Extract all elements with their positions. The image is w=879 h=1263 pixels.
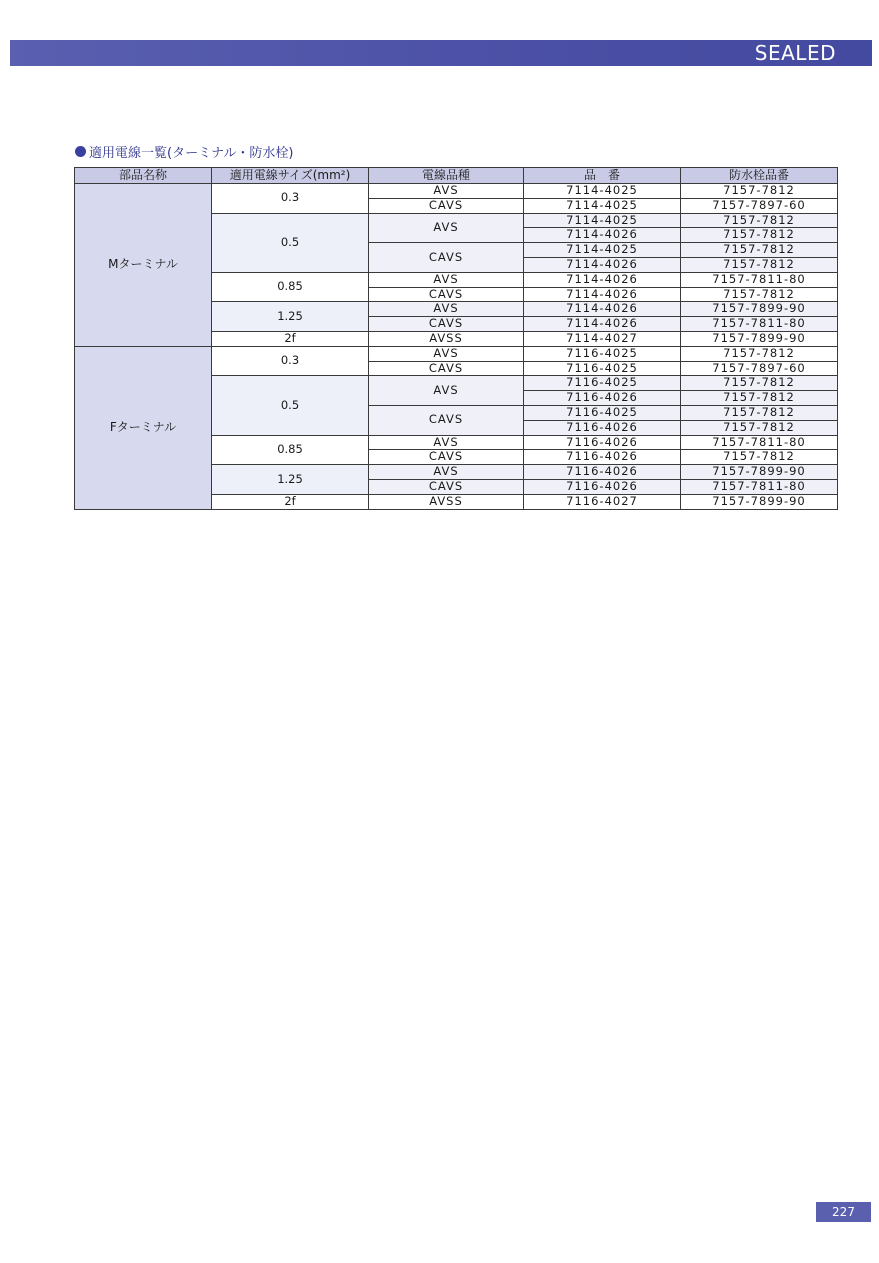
wire-size-cell: 0.85 [212, 272, 369, 302]
wire-type-cell: CAVS [369, 361, 524, 376]
seal-number-cell: 7157-7811-80 [681, 272, 838, 287]
wire-size-cell: 2f [212, 331, 369, 346]
wire-type-cell: AVS [369, 213, 524, 243]
wire-type-cell: CAVS [369, 198, 524, 213]
header-wire-size: 適用電線サイズ(mm²) [212, 168, 369, 184]
wire-size-cell: 0.5 [212, 213, 369, 272]
page-number: 227 [816, 1202, 871, 1222]
wire-type-cell: CAVS [369, 287, 524, 302]
seal-number-cell: 7157-7897-60 [681, 198, 838, 213]
part-number-cell: 7114-4026 [524, 302, 681, 317]
part-number-cell: 7116-4026 [524, 450, 681, 465]
wire-type-cell: CAVS [369, 405, 524, 435]
table-row [75, 346, 838, 361]
seal-number-cell: 7157-7899-90 [681, 331, 838, 346]
wire-type-cell: AVS [369, 184, 524, 199]
applicable-wire-table [74, 167, 838, 510]
part-number-cell: 7116-4025 [524, 376, 681, 391]
part-number-cell: 7116-4026 [524, 420, 681, 435]
wire-type-cell: AVS [369, 465, 524, 480]
part-number-cell: 7114-4025 [524, 213, 681, 228]
part-name-cell: Fターミナル [75, 346, 212, 509]
part-number-cell: 7114-4027 [524, 331, 681, 346]
wire-type-cell: CAVS [369, 317, 524, 332]
wire-size-cell: 0.85 [212, 435, 369, 465]
part-number-cell: 7116-4025 [524, 361, 681, 376]
seal-number-cell: 7157-7812 [681, 346, 838, 361]
seal-number-cell: 7157-7812 [681, 391, 838, 406]
bullet-icon [75, 146, 86, 157]
wire-size-cell: 0.3 [212, 184, 369, 214]
header-banner [10, 40, 872, 66]
part-number-cell: 7114-4026 [524, 317, 681, 332]
seal-number-cell: 7157-7897-60 [681, 361, 838, 376]
wire-type-cell: CAVS [369, 450, 524, 465]
wire-size-cell: 1.25 [212, 465, 369, 495]
wire-size-cell: 2f [212, 494, 369, 509]
seal-number-cell: 7157-7811-80 [681, 479, 838, 494]
wire-type-cell: AVSS [369, 494, 524, 509]
part-number-cell: 7116-4027 [524, 494, 681, 509]
seal-number-cell: 7157-7811-80 [681, 317, 838, 332]
part-number-cell: 7114-4025 [524, 243, 681, 258]
wire-type-cell: AVS [369, 346, 524, 361]
table-body [75, 184, 838, 510]
wire-size-cell: 1.25 [212, 302, 369, 332]
seal-number-cell: 7157-7812 [681, 257, 838, 272]
part-number-cell: 7114-4025 [524, 198, 681, 213]
seal-number-cell: 7157-7812 [681, 228, 838, 243]
header-part-number: 品 番 [524, 168, 681, 184]
seal-number-cell: 7157-7812 [681, 376, 838, 391]
wire-type-cell: AVS [369, 302, 524, 317]
table-header-row [75, 168, 838, 184]
wire-type-cell: CAVS [369, 479, 524, 494]
seal-number-cell: 7157-7812 [681, 420, 838, 435]
section-title: 適用電線一覧(ターミナル・防水栓) [89, 145, 294, 161]
wire-type-cell: AVS [369, 272, 524, 287]
seal-number-cell: 7157-7812 [681, 450, 838, 465]
seal-number-cell: 7157-7899-90 [681, 465, 838, 480]
part-name-cell: Mターミナル [75, 184, 212, 347]
header-seal-number: 防水栓品番 [681, 168, 838, 184]
wire-type-cell: CAVS [369, 243, 524, 273]
wire-type-cell: AVS [369, 435, 524, 450]
part-number-cell: 7116-4025 [524, 346, 681, 361]
banner-title: SEALED [754, 41, 836, 65]
part-number-cell: 7116-4026 [524, 435, 681, 450]
wire-size-cell: 0.5 [212, 376, 369, 435]
part-number-cell: 7116-4026 [524, 391, 681, 406]
section-heading [75, 142, 294, 160]
seal-number-cell: 7157-7811-80 [681, 435, 838, 450]
part-number-cell: 7114-4025 [524, 184, 681, 199]
seal-number-cell: 7157-7812 [681, 243, 838, 258]
part-number-cell: 7116-4026 [524, 465, 681, 480]
wire-type-cell: AVS [369, 376, 524, 406]
seal-number-cell: 7157-7812 [681, 184, 838, 199]
wire-type-cell: AVSS [369, 331, 524, 346]
part-number-cell: 7116-4025 [524, 405, 681, 420]
seal-number-cell: 7157-7899-90 [681, 494, 838, 509]
header-part-name: 部品名称 [75, 168, 212, 184]
part-number-cell: 7114-4026 [524, 228, 681, 243]
wire-size-cell: 0.3 [212, 346, 369, 376]
table-row [75, 184, 838, 199]
header-wire-type: 電線品種 [369, 168, 524, 184]
seal-number-cell: 7157-7899-90 [681, 302, 838, 317]
part-number-cell: 7114-4026 [524, 272, 681, 287]
part-number-cell: 7114-4026 [524, 287, 681, 302]
seal-number-cell: 7157-7812 [681, 405, 838, 420]
seal-number-cell: 7157-7812 [681, 287, 838, 302]
part-number-cell: 7116-4026 [524, 479, 681, 494]
part-number-cell: 7114-4026 [524, 257, 681, 272]
seal-number-cell: 7157-7812 [681, 213, 838, 228]
